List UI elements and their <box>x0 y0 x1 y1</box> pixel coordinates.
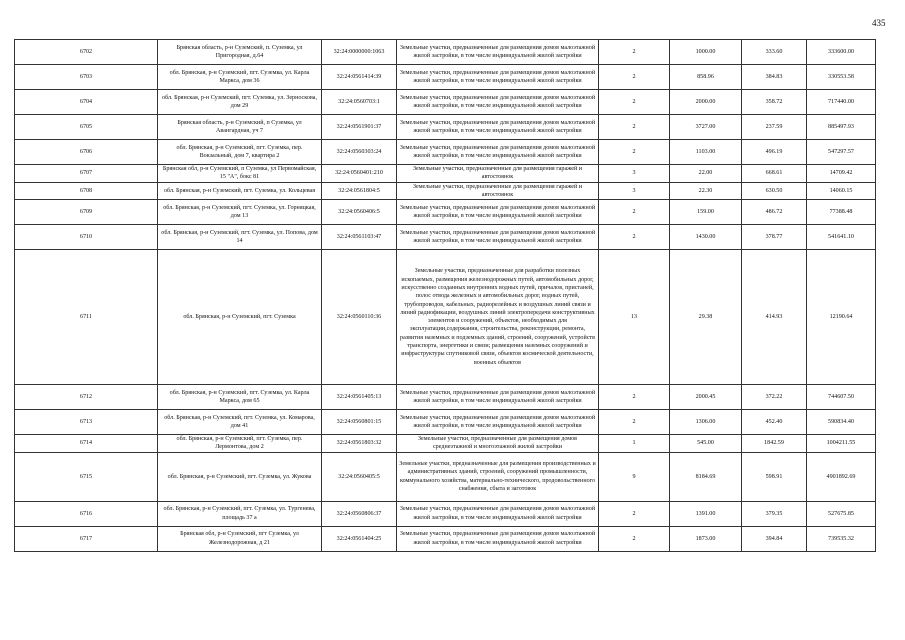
cell-area: 22.00 <box>670 165 742 183</box>
cell-address: обл. Брянская, р-н Суземский, пгт. Суземка, ул. Жукова <box>158 452 322 501</box>
cell-rate: 372.22 <box>742 385 807 410</box>
cell-count: 2 <box>599 200 670 225</box>
cell-count: 2 <box>599 385 670 410</box>
cell-value: 330553.58 <box>807 65 876 90</box>
cell-rate: 496.19 <box>742 140 807 165</box>
table-row <box>15 182 876 200</box>
cell-cadastral: 32:24:0561414:39 <box>322 65 397 90</box>
cell-rate: 452.40 <box>742 410 807 435</box>
cell-rate: 598.91 <box>742 452 807 501</box>
cell-value: 541641.10 <box>807 225 876 250</box>
cell-value: 717440.00 <box>807 90 876 115</box>
cell-cadastral: 32:24:0561901:37 <box>322 115 397 140</box>
cell-value: 885497.93 <box>807 115 876 140</box>
cell-address: Брянская обл, р-н Суземский, пгт Суземка, ул Железнодорожная, д 21 <box>158 526 322 551</box>
cell-address: обл. Брянская, р-н Суземский, пгт. Суземка, пер. Вокзальный, дом 7, квартира 2 <box>158 140 322 165</box>
cell-num: 6706 <box>15 140 158 165</box>
cell-address: Брянская область, р-н Суземский, п. Суземка, ул Пригородная, д.64 <box>158 40 322 65</box>
table-row <box>15 40 876 65</box>
cell-rate: 333.60 <box>742 40 807 65</box>
cell-area: 29.38 <box>670 250 742 385</box>
cell-category: Земельные участки, предназначенные для размещения домов малоэтажной жилой застройки, в том числе индивидуальной жилой застройки <box>397 90 599 115</box>
cell-value: 1004211.55 <box>807 435 876 453</box>
cell-address: Брянская обл, р-н Суземский, п Суземка, ул Первомайская, 15 "А", бокс 81 <box>158 165 322 183</box>
cell-category: Земельные участки, предназначенные для размещения домов малоэтажной жилой застройки, в том числе индивидуальной жилой застройки <box>397 40 599 65</box>
cell-rate: 378.77 <box>742 225 807 250</box>
table-row <box>15 140 876 165</box>
cell-rate: 486.72 <box>742 200 807 225</box>
cell-address: обл. Брянская, р-н Суземский, пгт. Суземка <box>158 250 322 385</box>
cell-category: Земельные участки, предназначенные для размещения домов малоэтажной жилой застройки, в том числе индивидуальной жилой застройки <box>397 501 599 526</box>
cell-value: 14709.42 <box>807 165 876 183</box>
cell-address: обл. Брянская, р-н Суземский, пгт. Суземка, пер. Лермонтова, дом 2 <box>158 435 322 453</box>
cell-cadastral: 32:24:0560303:24 <box>322 140 397 165</box>
cell-area: 2000.00 <box>670 90 742 115</box>
cell-cadastral: 32:24:0560406:5 <box>322 200 397 225</box>
cell-address: обл. Брянская, р-н Суземский, пгт. Суземка, ул. Зерноскова, дом 29 <box>158 90 322 115</box>
cell-count: 2 <box>599 40 670 65</box>
cell-count: 1 <box>599 435 670 453</box>
cell-value: 12190.64 <box>807 250 876 385</box>
table-row <box>15 526 876 551</box>
cell-num: 6711 <box>15 250 158 385</box>
cell-cadastral: 32:24:0561405:13 <box>322 385 397 410</box>
table-row <box>15 225 876 250</box>
cell-address: обл. Брянская, р-н Суземский, пгт. Суземка, ул. Карла Маркса, дом 65 <box>158 385 322 410</box>
cell-count: 2 <box>599 225 670 250</box>
cell-category: Земельные участки, предназначенные для размещения домов малоэтажной жилой застройки, в том числе индивидуальной жилой застройки <box>397 225 599 250</box>
cell-category: Земельные участки, предназначенные для размещения домов малоэтажной жилой застройки, в том числе индивидуальной жилой застройки <box>397 65 599 90</box>
cell-count: 2 <box>599 501 670 526</box>
cell-count: 2 <box>599 65 670 90</box>
cell-address: обл. Брянская, р-н Суземский, пгт. Суземка, ул. Карла Маркса, дом 36 <box>158 65 322 90</box>
cell-area: 2000.45 <box>670 385 742 410</box>
cell-num: 6705 <box>15 115 158 140</box>
cell-num: 6709 <box>15 200 158 225</box>
cell-cadastral: 32:24:0561803:32 <box>322 435 397 453</box>
cell-num: 6712 <box>15 385 158 410</box>
cell-category: Земельные участки, предназначенные для размещения домов малоэтажной жилой застройки, в том числе индивидуальной жилой застройки <box>397 115 599 140</box>
cell-area: 1103.00 <box>670 140 742 165</box>
table-row <box>15 385 876 410</box>
cell-rate: 630.50 <box>742 182 807 200</box>
cell-area: 1306.00 <box>670 410 742 435</box>
cell-cadastral: 32:24:0560405:5 <box>322 452 397 501</box>
cell-category: Земельные участки, предназначенные для размещения гаражей и автостоянок <box>397 165 599 183</box>
cell-area: 8184.69 <box>670 452 742 501</box>
cell-address: обл. Брянская, р-н Суземский, пгт. Суземка, ул. Горняцкая, дом 13 <box>158 200 322 225</box>
cell-num: 6710 <box>15 225 158 250</box>
cell-category: Земельные участки, предназначенные для размещения домов малоэтажной жилой застройки, в том числе индивидуальной жилой застройки <box>397 526 599 551</box>
cell-count: 2 <box>599 90 670 115</box>
cell-cadastral: 32:24:0560110:36 <box>322 250 397 385</box>
cell-cadastral: 32:24:0560806:37 <box>322 501 397 526</box>
cell-area: 1430.00 <box>670 225 742 250</box>
cell-value: 739535.32 <box>807 526 876 551</box>
cell-area: 1391.00 <box>670 501 742 526</box>
cell-count: 13 <box>599 250 670 385</box>
cell-category: Земельные участки, предназначенные для размещения производственных и административных зданий, строений, сооружений промышленности, коммунального хозяйства, материально-технического, продовольственного снабжения, сбыта и заготовок <box>397 452 599 501</box>
cell-address: обл. Брянская, р-н Суземский, пгт. Суземка, ул. Кольцевая <box>158 182 322 200</box>
cell-category: Земельные участки, предназначенные для размещения гаражей и автостоянок <box>397 182 599 200</box>
cell-area: 3727.00 <box>670 115 742 140</box>
cell-cadastral: 32:24:0000000:1063 <box>322 40 397 65</box>
cell-cadastral: 32:24:0560703:1 <box>322 90 397 115</box>
cell-area: 858.96 <box>670 65 742 90</box>
cell-count: 2 <box>599 140 670 165</box>
cell-num: 6702 <box>15 40 158 65</box>
cell-value: 527675.85 <box>807 501 876 526</box>
table-row <box>15 90 876 115</box>
cell-area: 1000.00 <box>670 40 742 65</box>
cell-address: Брянская область, р-н Суземский, п Суземка, ул Авангардная, уч 7 <box>158 115 322 140</box>
cell-count: 3 <box>599 165 670 183</box>
cell-rate: 358.72 <box>742 90 807 115</box>
cell-category: Земельные участки, предназначенные для размещения домов малоэтажной жилой застройки, в том числе индивидуальной жилой застройки <box>397 140 599 165</box>
cell-rate: 1842.59 <box>742 435 807 453</box>
cell-rate: 379.35 <box>742 501 807 526</box>
cell-rate: 668.61 <box>742 165 807 183</box>
cell-area: 545.00 <box>670 435 742 453</box>
cell-address: обл. Брянская, р-н Суземский, пгт. Суземка, ул. Попова, дом 14 <box>158 225 322 250</box>
table-row <box>15 250 876 385</box>
cell-address: обл. Брянская, р-н Суземский, пгт. Суземка, ул. Тургенева, площадь 37 а <box>158 501 322 526</box>
cell-category: Земельные участки, предназначенные для размещения домов малоэтажной жилой застройки, в том числе индивидуальной жилой застройки <box>397 385 599 410</box>
cell-cadastral: 32:24:0560401:210 <box>322 165 397 183</box>
table-row <box>15 501 876 526</box>
cell-num: 6717 <box>15 526 158 551</box>
cell-count: 3 <box>599 182 670 200</box>
cell-count: 2 <box>599 410 670 435</box>
cell-num: 6715 <box>15 452 158 501</box>
cell-value: 547297.57 <box>807 140 876 165</box>
cell-value: 333600.00 <box>807 40 876 65</box>
cell-num: 6714 <box>15 435 158 453</box>
cell-category: Земельные участки, предназначенные для размещения домов среднеэтажной и многоэтажной жилой застройки <box>397 435 599 453</box>
table-row <box>15 200 876 225</box>
cell-area: 159.00 <box>670 200 742 225</box>
table-row <box>15 115 876 140</box>
cell-value: 77388.48 <box>807 200 876 225</box>
cell-num: 6716 <box>15 501 158 526</box>
table-row <box>15 410 876 435</box>
cell-value: 744607.50 <box>807 385 876 410</box>
table-row <box>15 435 876 453</box>
cell-area: 22.30 <box>670 182 742 200</box>
cell-value: 590834.40 <box>807 410 876 435</box>
cell-rate: 384.83 <box>742 65 807 90</box>
cell-area: 1873.00 <box>670 526 742 551</box>
table-row <box>15 165 876 183</box>
cell-num: 6707 <box>15 165 158 183</box>
cell-category: Земельные участки, предназначенные для размещения домов малоэтажной жилой застройки, в том числе индивидуальной жилой застройки <box>397 410 599 435</box>
cadastral-value-table <box>14 39 876 552</box>
cell-category: Земельные участки, предназначенные для разработки полезных ископаемых, размещения железнодорожных путей, автомобильных дорог, искусственно созданных внутренних водных путей, причалов, пристаней, полос отвода железных и автомобильных дорог, водных путей, трубопроводов, кабельных, радиорелейных и воздушных линий связи и линий радиофикации, воздушных линий электропередачи конструктивных элементов и сооружений, объектов, необходимых для эксплуатации,содержания, строительства, реконструкции, ремонта, развития наземных и подземных зданий, строений, сооружений, устройств транспорта, энергетики и связи; размещения наземных сооружений и инфраструктуры спутниковой связи, объектов космической деятельности, военных объектов <box>397 250 599 385</box>
cell-rate: 414.93 <box>742 250 807 385</box>
cell-rate: 394.84 <box>742 526 807 551</box>
table-row <box>15 452 876 501</box>
cell-cadastral: 32:24:0561103:47 <box>322 225 397 250</box>
cell-value: 14060.15 <box>807 182 876 200</box>
cell-count: 9 <box>599 452 670 501</box>
cell-count: 2 <box>599 526 670 551</box>
cell-num: 6703 <box>15 65 158 90</box>
cell-num: 6713 <box>15 410 158 435</box>
cell-cadastral: 32:24:0560801:15 <box>322 410 397 435</box>
table-row <box>15 65 876 90</box>
cell-cadastral: 32:24:0561404:25 <box>322 526 397 551</box>
page-number: 435 <box>872 18 886 28</box>
cell-value: 4901892.69 <box>807 452 876 501</box>
cell-cadastral: 32:24:0561804:5 <box>322 182 397 200</box>
cell-address: обл. Брянская, р-н Суземский, пгт. Суземка, ул. Комарова, дом 41 <box>158 410 322 435</box>
cell-num: 6704 <box>15 90 158 115</box>
cell-num: 6708 <box>15 182 158 200</box>
cell-category: Земельные участки, предназначенные для размещения домов малоэтажной жилой застройки, в том числе индивидуальной жилой застройки <box>397 200 599 225</box>
cell-rate: 237.59 <box>742 115 807 140</box>
cell-count: 2 <box>599 115 670 140</box>
